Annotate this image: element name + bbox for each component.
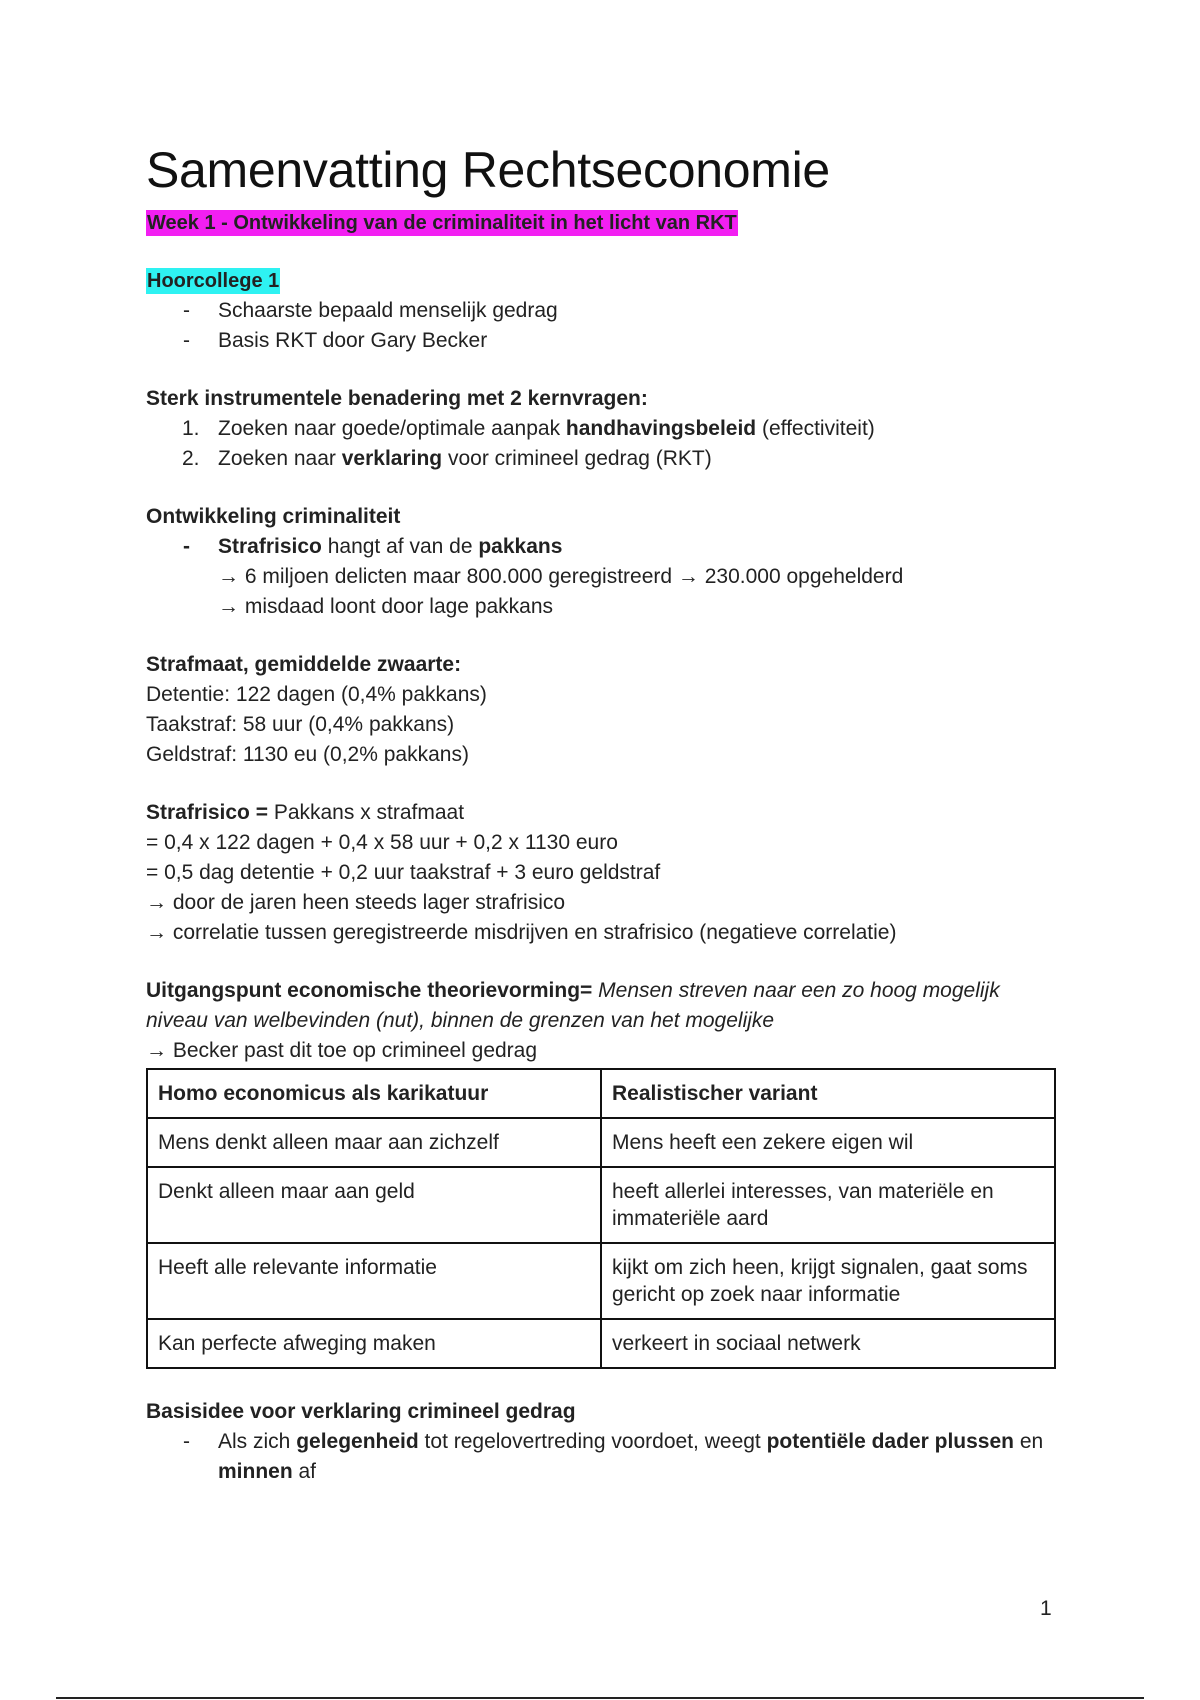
table-row [147,1319,1055,1368]
table-cell: Heeft alle relevante informatie [147,1243,601,1319]
approach-list [146,414,1066,474]
comparison-table [146,1068,1056,1369]
table-cell: Mens heeft een zekere eigen wil [601,1118,1055,1167]
basis-list [146,1427,1066,1487]
sentence-line: Geldstraf: 1130 eu (0,2% pakkans) [146,743,469,766]
document-page [146,140,1066,1487]
arrow-line: → misdaad loont door lage pakkans [218,595,554,618]
table-cell: verkeert in sociaal netwerk [601,1319,1055,1368]
page-divider [56,1697,1144,1699]
table-row [147,1243,1055,1319]
list-item: - Als zich gelegenheid tot regelovertreding voordoet, weegt potentiële dader plussen en minnen af [146,1427,1066,1487]
arrow-line: → 6 miljoen delicten maar 800.000 geregistreerd → 230.000 opgehelderd [218,565,904,588]
table-cell: Mens denkt alleen maar aan zichzelf [147,1118,601,1167]
table-row [147,1118,1055,1167]
risk-line: → door de jaren heen steeds lager strafrisico [146,891,566,914]
table-cell: heeft allerlei interesses, van materiële en immateriële aard [601,1167,1055,1243]
risk-formula: Strafrisico = Pakkans x strafmaat [146,801,465,824]
table-header-row [147,1069,1055,1118]
theory-line: → Becker past dit toe op crimineel gedrag [146,1039,538,1062]
risk-line: = 0,4 x 122 dagen + 0,4 x 58 uur + 0,2 x 1130 euro [146,831,618,854]
page-title: Samenvatting Rechtseconomie [146,142,830,198]
list-item: - Strafrisico hangt af van de pakkans [146,532,1066,562]
column-header: Realistischer variant [601,1069,1055,1118]
list-item: 1. Zoeken naar goede/optimale aanpak handhavingsbeleid (effectiviteit) [182,417,875,440]
intro-list [146,296,1066,356]
list-item: 2. Zoeken naar verklaring voor crimineel gedrag (RKT) [182,447,712,470]
basis-heading: Basisidee voor verklaring crimineel gedrag [146,1400,576,1423]
development-list [146,532,1066,562]
lecture-heading: Hoorcollege 1 [147,270,280,292]
list-item: - Schaarste bepaald menselijk gedrag [146,296,1066,326]
sentence-line: Detentie: 122 dagen (0,4% pakkans) [146,683,487,706]
risk-line: = 0,5 dag detentie + 0,2 uur taakstraf + 3 euro geldstraf [146,861,661,884]
sentence-heading: Strafmaat, gemiddelde zwaarte: [146,653,462,676]
table-cell: Denkt alleen maar aan geld [147,1167,601,1243]
page-number: 1 [1040,1597,1052,1620]
table-row [147,1167,1055,1243]
week-heading: Week 1 - Ontwikkeling van de criminaliteit in het licht van RKT [147,212,737,234]
sentence-line: Taakstraf: 58 uur (0,4% pakkans) [146,713,455,736]
table-cell: Kan perfecte afweging maken [147,1319,601,1368]
risk-line: → correlatie tussen geregistreerde misdrijven en strafrisico (negatieve correlatie) [146,921,897,944]
approach-heading: Sterk instrumentele benadering met 2 kernvragen: [146,387,648,410]
column-header: Homo economicus als karikatuur [147,1069,601,1118]
list-item: - Basis RKT door Gary Becker [146,326,1066,356]
theory-text: Uitgangspunt economische theorievorming= Mensen streven naar een zo hoog mogelijk niveau van welbevinden (nut), binnen de grenzen van het mogelijke [146,979,1000,1032]
development-heading: Ontwikkeling criminaliteit [146,505,401,528]
table-cell: kijkt om zich heen, krijgt signalen, gaat soms gericht op zoek naar informatie [601,1243,1055,1319]
